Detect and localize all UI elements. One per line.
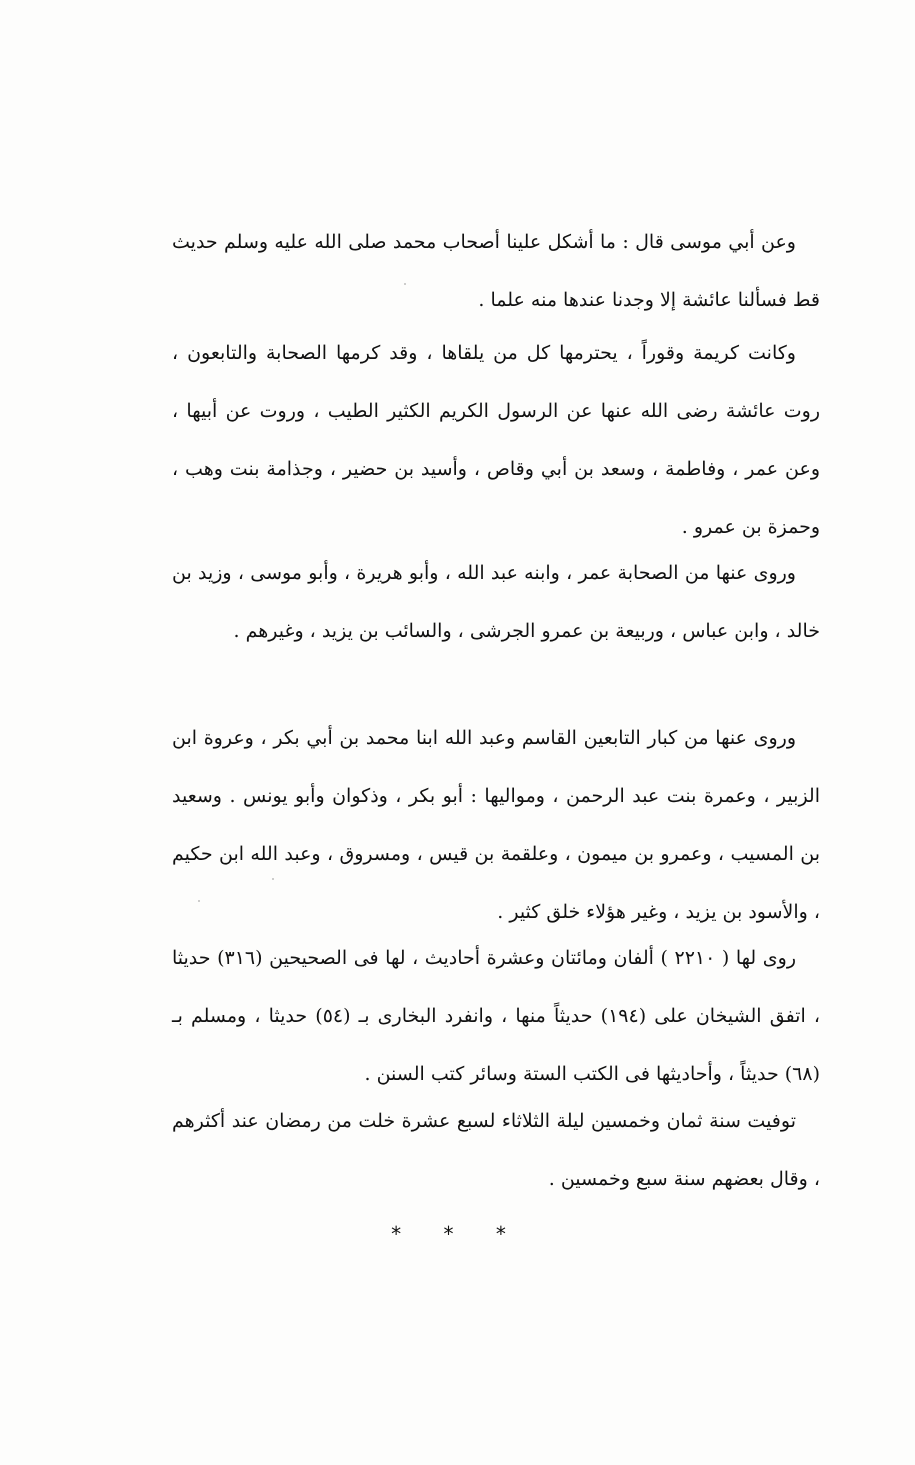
paragraph-1: وعن أبي موسى قال : ما أشكل علينا أصحاب محمد صلى الله عليه وسلم حديث قط فسألنا عائشة إلا وجدنا عندها منه علما . [172, 231, 820, 311]
paragraph-2: وكانت كريمة وقوراً ، يحترمها كل من يلقاها ، وقد كرمها الصحابة والتابعون ، روت عائشة رضى الله عنها عن الرسول الكريم الكثير الطيب ، وروت عن أبيها ، وعن عمر ، وفاطمة ، وسعد بن أبي وقاص ، وأسيد بن حضير ، وجذامة بنت وهب ، وحمزة بن عمرو . [172, 342, 820, 538]
print-speck [404, 283, 406, 285]
print-speck [198, 900, 200, 902]
paragraph-5: روى لها ( ٢٢١٠ ) ألفان ومائتان وعشرة أحاديث ، لها فى الصحيحين (٣١٦) حديثا ، اتفق الشيخان على (١٩٤) حديثاً منها ، وانفرد البخارى بـ (٥٤) حديثا ، ومسلم بـ (٦٨) حديثاً ، وأحاديثها فى الكتب الستة وسائر كتب السنن . [172, 947, 821, 1085]
paragraph-6: توفيت سنة ثمان وخمسين ليلة الثلاثاء لسبع عشرة خلت من رمضان عند أكثرهم ، وقال بعضهم سنة سبع وخمسين . [172, 1110, 820, 1190]
section-end-ornament: * * * [391, 1222, 524, 1246]
paragraph-3: وروى عنها من الصحابة عمر ، وابنه عبد الله ، وأبو هريرة ، وأبو موسى ، وزيد بن خالد ، وابن عباس ، وربيعة بن عمرو الجرشى ، والسائب بن يزيد ، وغيرهم . [172, 562, 820, 642]
print-speck [272, 878, 274, 880]
paragraph-4: وروى عنها من كبار التابعين القاسم وعبد الله ابنا محمد بن أبي بكر ، وعروة ابن الزبير ، وعمرة بنت عبد الرحمن ، ومواليها : أبو بكر ، وذكوان وأبو يونس . وسعيد بن المسيب ، وعمرو بن ميمون ، وعلقمة بن قيس ، ومسروق ، وعبد الله ابن حكيم ، والأسود بن يزيد ، وغير هؤلاء خلق كثير . [172, 727, 820, 923]
